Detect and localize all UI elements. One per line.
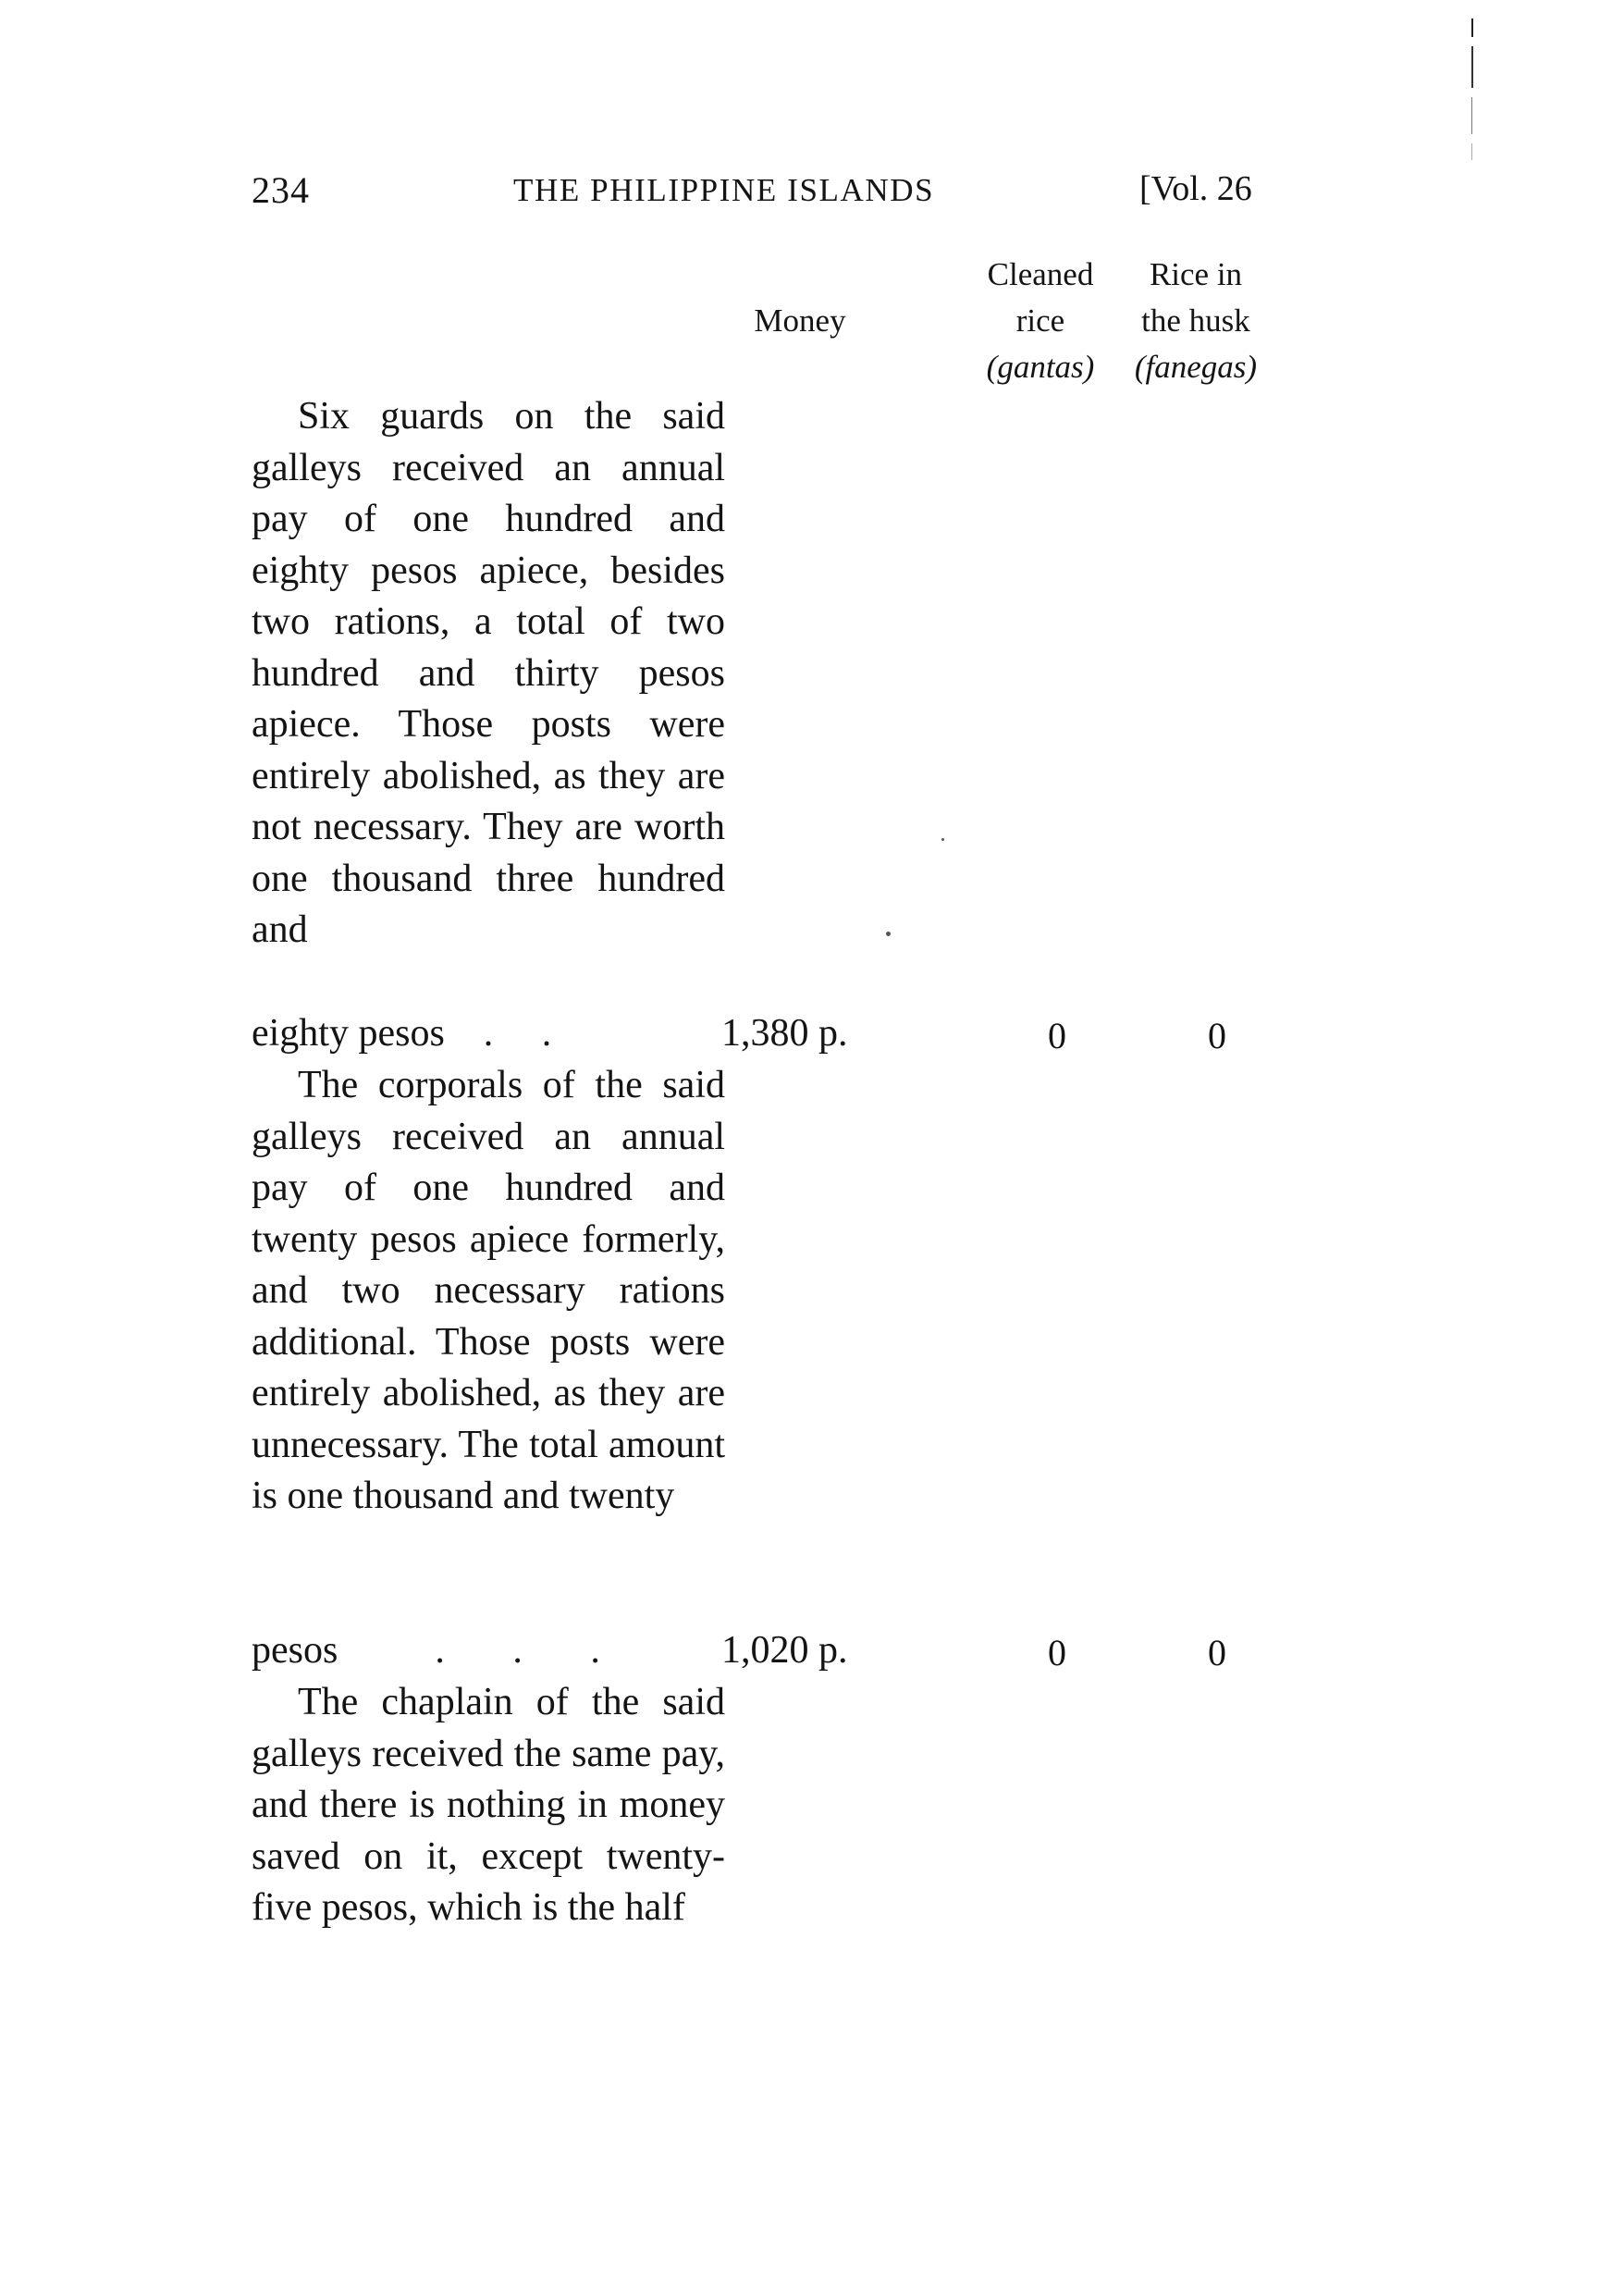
entry-lead-line: pesos . . . <box>252 1629 600 1672</box>
column-header-cleaned-rice <box>962 252 1119 390</box>
entry-corporals <box>252 1060 725 1523</box>
scan-edge-mark <box>1470 19 1474 162</box>
husk-rice-label-1: Rice in <box>1149 256 1243 292</box>
column-header-money <box>731 298 869 344</box>
page-number: 234 <box>252 169 310 211</box>
money-amount: 1,380 p. <box>721 1012 848 1055</box>
scan-speck <box>886 932 891 936</box>
cleaned-rice-label-2: rice <box>1015 302 1065 339</box>
cleaned-rice-value: 0 <box>1048 1015 1066 1056</box>
running-title: THE PHILIPPINE ISLANDS <box>513 172 935 208</box>
volume-label: [Vol. 26 <box>1139 169 1252 208</box>
entry-guards <box>252 391 725 957</box>
entry-chaplain <box>252 1677 725 1934</box>
entry-text: The chaplain of the said galleys received the same pay, and there is nothing in money saved on it, except twenty-five pesos, which is the half <box>252 1681 725 1929</box>
column-header-rice-in-husk <box>1117 252 1274 390</box>
entry-text: Six guards on the said galleys received an annual pay of one hundred and eighty pesos apiece, besides two rations, a total of two hundred and thirty pesos apiece. Those posts were entirely abolished, as they are not necessary. They are worth one thousand three hundred and <box>252 395 725 951</box>
entry-lead-line: eighty pesos . . <box>252 1012 552 1055</box>
cleaned-rice-value: 0 <box>1048 1632 1066 1673</box>
husk-rice-label-2: the husk <box>1141 302 1250 339</box>
cleaned-rice-unit: (gantas) <box>986 349 1095 385</box>
money-label: Money <box>754 302 846 339</box>
scan-speck <box>941 838 944 841</box>
entry-text: The corporals of the said galleys received an annual pay of one hundred and twenty pesos apiece formerly, and two necessary rations additional. Those posts were entirely abolished, as they are unnecessary. The total amount is one thousand and twenty <box>252 1064 725 1517</box>
husk-rice-value: 0 <box>1208 1015 1226 1056</box>
cleaned-rice-label-1: Cleaned <box>987 256 1094 292</box>
husk-rice-value: 0 <box>1208 1632 1226 1673</box>
money-amount: 1,020 p. <box>721 1629 848 1672</box>
husk-rice-unit: (fanegas) <box>1134 349 1258 385</box>
